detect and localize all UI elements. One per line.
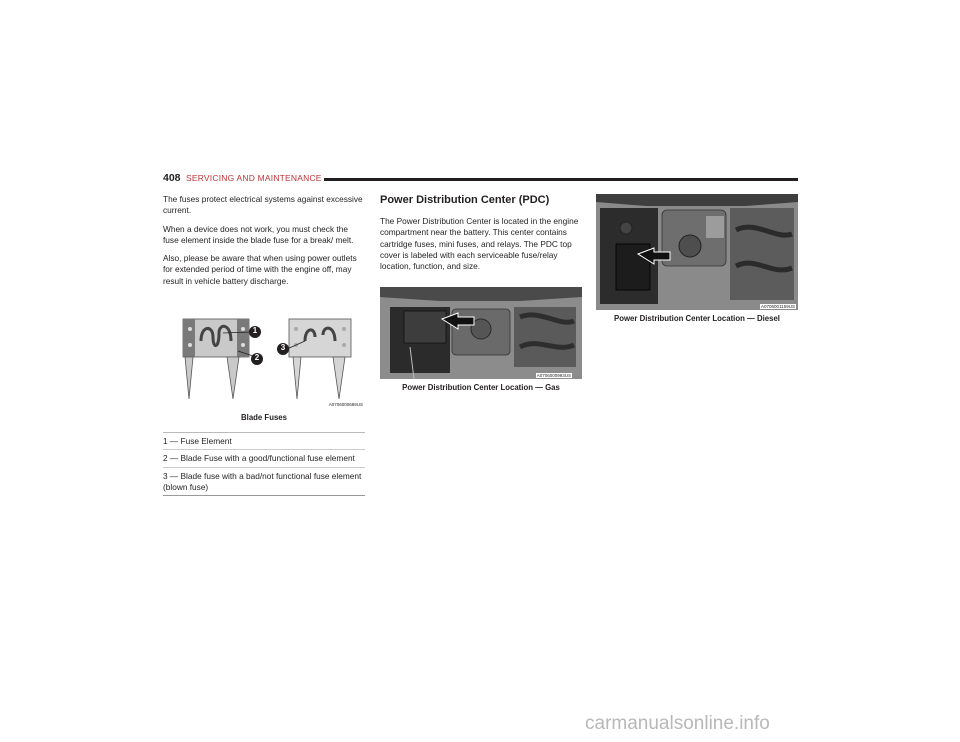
figure-caption-blade-fuses: Blade Fuses [241, 413, 287, 423]
footer-watermark[interactable]: carmanualsonline.info [585, 713, 770, 734]
paragraph-pdc: The Power Distribution Center is located in the engine compartment near the battery. This center contains cartridge fuses, mini fuses, and relays. The PDC top cover is labeled with each serviceable fuse/relay location, function, and size. [380, 216, 579, 272]
image-code: A0706000993US [536, 373, 571, 379]
engine-photo-diesel [596, 194, 798, 310]
image-code: A0706000689US [328, 402, 363, 408]
blade-fuses-figure [163, 311, 365, 411]
blade-fuses-illustration [163, 311, 365, 411]
column-3 [596, 194, 798, 323]
page-number: 408 [163, 172, 181, 184]
section-title: SERVICING AND MAINTENANCE [186, 173, 322, 183]
engine-photo-gas [380, 287, 582, 379]
paragraph-battery-warning: Also, please be aware that when using power outlets for extended period of time with the engine off, may result in vehicle battery discharge. [163, 253, 357, 286]
figure-caption-pdc-diesel: Power Distribution Center Location — Diesel [614, 314, 780, 323]
header-rule [324, 178, 798, 181]
engine-bay-gas-illustration [380, 287, 582, 379]
column-2 [380, 194, 582, 392]
figure-caption-pdc-gas: Power Distribution Center Location — Gas [402, 383, 560, 393]
callout-2: 2 [254, 353, 260, 363]
figure-legend [163, 432, 365, 496]
legend-item: 1 — Fuse Element [163, 433, 365, 450]
legend-item: 2 — Blade Fuse with a good/functional fuse element [163, 450, 365, 467]
engine-bay-diesel-illustration [596, 194, 798, 310]
callout-1: 1 [252, 326, 258, 336]
paragraph-fuse-protect: The fuses protect electrical systems against excessive current. [163, 194, 363, 216]
column-1 [163, 194, 365, 496]
good-fuse-drawing [183, 319, 249, 399]
paragraph-fuse-check: When a device does not work, you must check the fuse element inside the blade fuse for a break/ melt. [163, 223, 354, 245]
legend-item: 3 — Blade fuse with a bad/not functional fuse element (blown fuse) [163, 468, 365, 497]
section-heading-pdc: Power Distribution Center (PDC) [380, 194, 550, 206]
blown-fuse-drawing [289, 319, 351, 399]
page-header [163, 172, 798, 184]
callout-3: 3 [280, 343, 286, 353]
image-code: A0706001159US [761, 304, 795, 309]
